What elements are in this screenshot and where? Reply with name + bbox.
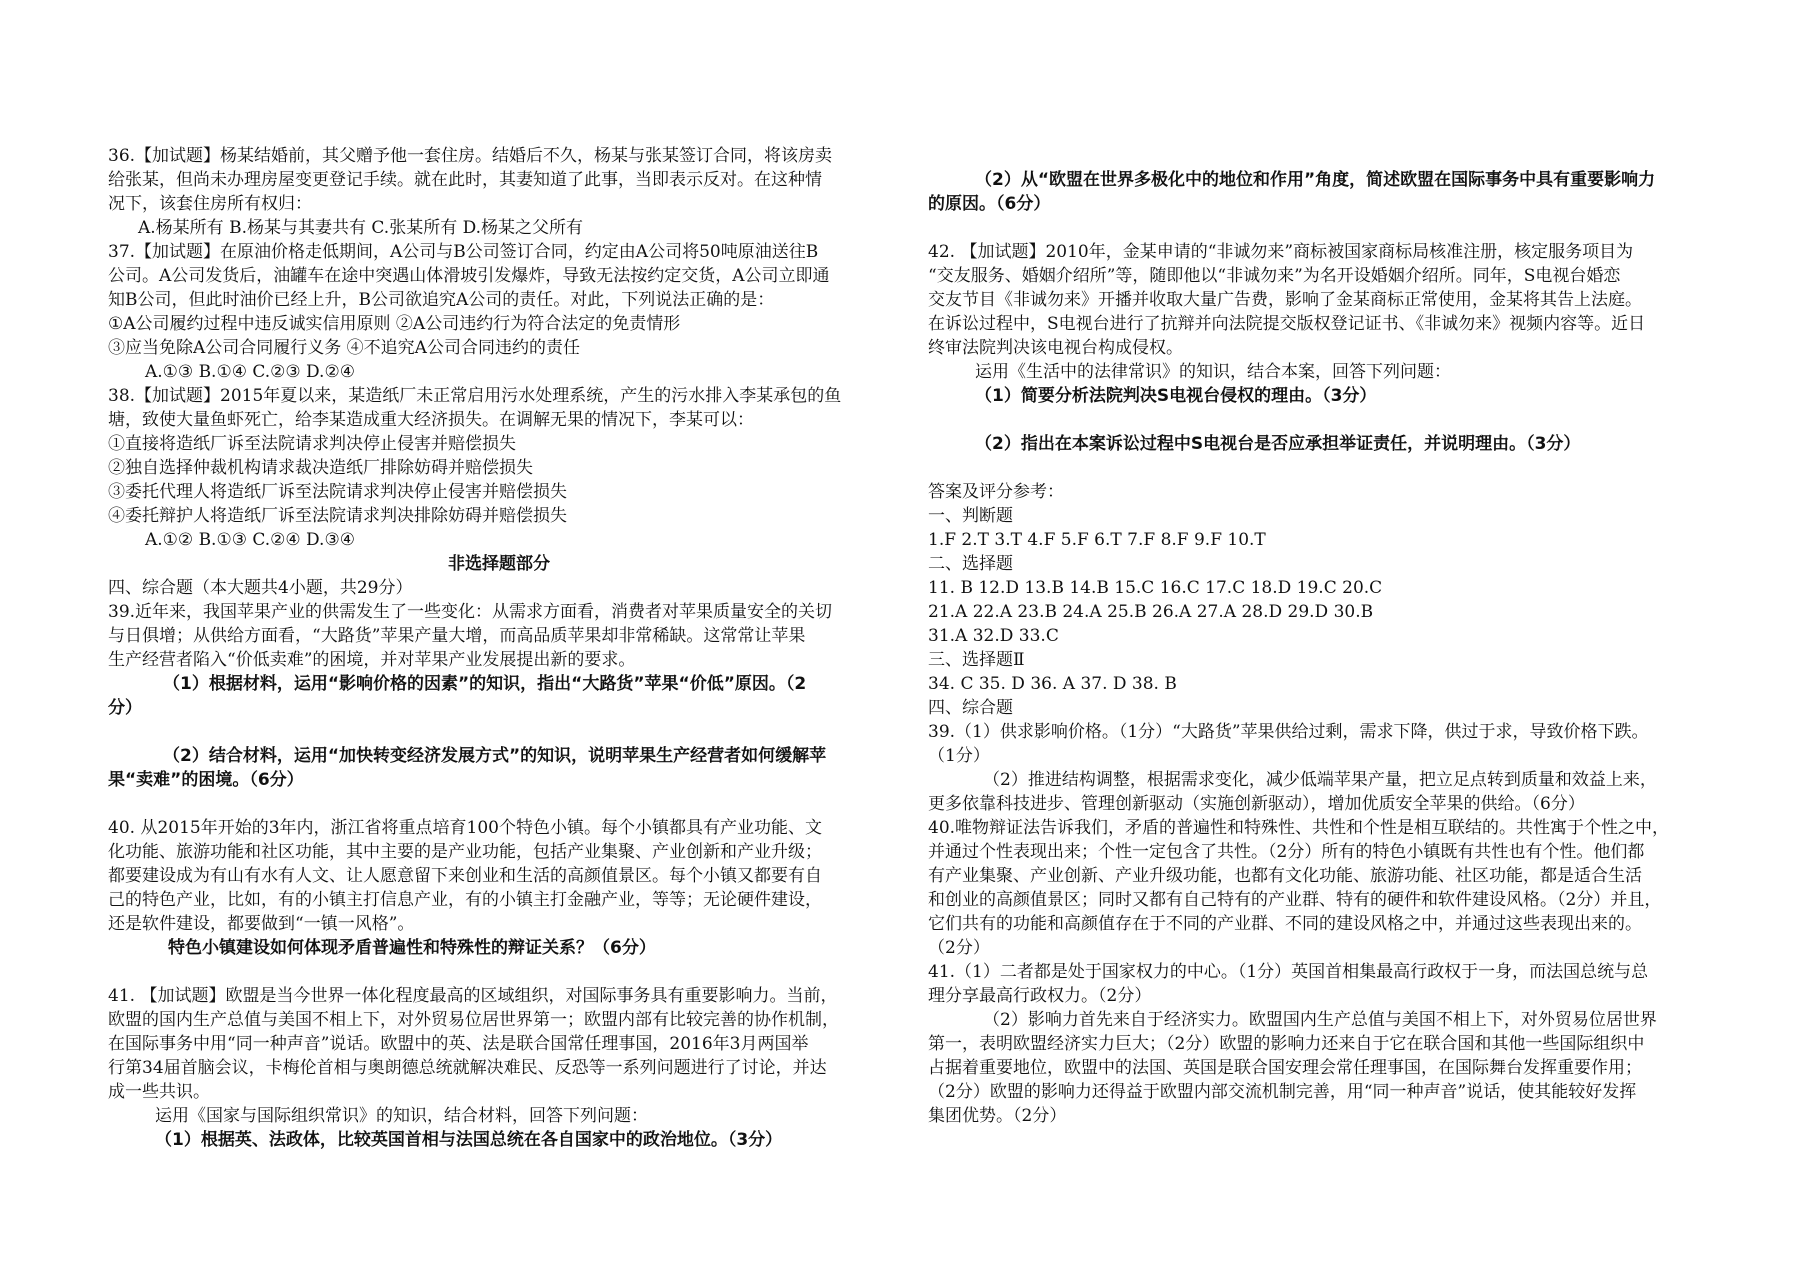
text-line: 41.（1）二者都是处于国家权力的中心。（1分）英国首相集最高行政权于一身，而法国总统与总	[928, 962, 1649, 982]
text-line: 运用《生活中的法律常识》的知识，结合本案，回答下列问题：	[975, 362, 1451, 382]
text-line: ①直接将造纸厂诉至法院请求判决停止侵害并赔偿损失	[108, 434, 516, 454]
text-line: 36.【加试题】杨某结婚前，其父赠予他一套住房。结婚后不久，杨某与张某签订合同，将该房卖	[108, 146, 833, 166]
question-prompt: （2）从“欧盟在世界多极化中的地位和作用”角度，简述欧盟在国际事务中具有重要影响力	[975, 170, 1656, 190]
text-line: 知B公司，但此时油价已经上升，B公司欲追究A公司的责任。对此，下列说法正确的是：	[108, 290, 775, 310]
text-line: 还是软件建设，都要做到“一镇一风格”。	[108, 914, 415, 934]
text-line: 运用《国家与国际组织常识》的知识，结合材料，回答下列问题：	[155, 1106, 648, 1126]
text-line: 更多依靠科技进步、管理创新驱动（实施创新驱动），增加优质安全苹果的供给。（6分）	[928, 794, 1585, 814]
text-line: 二、选择题	[928, 554, 1013, 574]
text-line: 第一，表明欧盟经济实力巨大；（2分）欧盟的影响力还来自于它在联合国和其他一些国际组织中	[928, 1034, 1645, 1054]
text-line: 生产经营者陷入“价低卖难”的困境，并对苹果产业发展提出新的要求。	[108, 650, 636, 670]
answer-heading: 答案及评分参考：	[928, 482, 1064, 502]
question-prompt: （1）根据材料，运用“影响价格的因素”的知识，指出“大路货”苹果“价低”原因。（2	[163, 674, 807, 694]
question-prompt: 的原因。（6分）	[928, 194, 1051, 214]
text-line: 集团优势。（2分）	[928, 1106, 1067, 1126]
text-line: 都要建设成为有山有水有人文、让人愿意留下来创业和生活的高颜值景区。每个小镇又都要有自	[108, 866, 822, 886]
text-line: 化功能、旅游功能和社区功能，其中主要的是产业功能，包括产业集聚、产业创新和产业升级；	[108, 842, 822, 862]
text-line: 31.A 32.D 33.C	[928, 626, 1059, 646]
text-line: 37.【加试题】在原油价格走低期间，A公司与B公司签订合同，约定由A公司将50吨原油送往B	[108, 242, 819, 262]
text-line: 四、综合题	[928, 698, 1013, 718]
text-line: 并通过个性表现出来；个性一定包含了共性。（2分）所有的特色小镇既有共性也有个性。他们都	[928, 842, 1645, 862]
text-line: 它们共有的功能和高颜值存在于不同的产业群、不同的建设风格之中，并通过这些表现出来的。	[928, 914, 1642, 934]
text-line: （2分）欧盟的影响力还得益于欧盟内部交流机制完善，用“同一种声音”说话，使其能较好发挥	[928, 1082, 1637, 1102]
text-line: ①A公司履约过程中违反诚实信用原则 ②A公司违约行为符合法定的免责情形	[108, 314, 681, 334]
text-line: “交友服务、婚姻介绍所”等，随即他以“非诚勿来”为名开设婚姻介绍所。同年，S电视台婚恋	[928, 266, 1621, 286]
text-line: 塘，致使大量鱼虾死亡，给李某造成重大经济损失。在调解无果的情况下，李某可以：	[108, 410, 754, 430]
question-prompt: （2）指出在本案诉讼过程中S电视台是否应承担举证责任，并说明理由。（3分）	[975, 434, 1581, 454]
text-line: A.①② B.①③ C.②④ D.③④	[145, 530, 355, 550]
text-line: （1分）	[928, 746, 990, 766]
text-line: 在诉讼过程中，S电视台进行了抗辩并向法院提交版权登记证书、《非诚勿来》视频内容等。近日	[928, 314, 1646, 334]
text-line: 给张某，但尚未办理房屋变更登记手续。就在此时，其妻知道了此事，当即表示反对。在这种情	[108, 170, 822, 190]
text-line: ③应当免除A公司合同履行义务 ④不追究A公司合同违约的责任	[108, 338, 580, 358]
text-line: 理分享最高行政权力。（2分）	[928, 986, 1152, 1006]
text-line: 38.【加试题】2015年夏以来，某造纸厂未正常启用污水处理系统，产生的污水排入李某承包的鱼	[108, 386, 842, 406]
text-line: 三、选择题Ⅱ	[928, 650, 1025, 670]
text-line: 41. 【加试题】欧盟是当今世界一体化程度最高的区域组织，对国际事务具有重要影响力。当前，	[108, 986, 838, 1006]
text-line: 和创业的高颜值景区；同时又都有自己特有的产业群、特有的硬件和软件建设风格。（2分）并且，	[928, 890, 1662, 910]
text-line: 40.唯物辩证法告诉我们，矛盾的普遍性和特殊性、共性和个性是相互联结的。共性寓于个性之中，	[928, 818, 1670, 838]
text-line: ④委托辩护人将造纸厂诉至法院请求判决排除妨碍并赔偿损失	[108, 506, 567, 526]
text-line: 39.（1）供求影响价格。（1分）“大路货”苹果供给过剩，需求下降，供过于求，导致价格下跌。	[928, 722, 1649, 742]
text-line: 1.F 2.T 3.T 4.F 5.F 6.T 7.F 8.F 9.F 10.T	[928, 530, 1266, 550]
text-line: 一、判断题	[928, 506, 1013, 526]
text-line: ③委托代理人将造纸厂诉至法院请求判决停止侵害并赔偿损失	[108, 482, 567, 502]
text-line: 欧盟的国内生产总值与美国不相上下，对外贸易位居世界第一；欧盟内部有比较完善的协作机制，	[108, 1010, 839, 1030]
text-line: 成一些共识。	[108, 1082, 210, 1102]
text-line: 在国际事务中用“同一种声音”说话。欧盟中的英、法是联合国常任理事国，2016年3月两国举	[108, 1034, 809, 1054]
question-prompt: （2）结合材料，运用“加快转变经济发展方式”的知识，说明苹果生产经营者如何缓解苹	[163, 746, 827, 766]
text-line: 21.A 22.A 23.B 24.A 25.B 26.A 27.A 28.D 29.D 30.B	[928, 602, 1374, 622]
text-line: 况下，该套住房所有权归：	[108, 194, 312, 214]
text-line: （2分）	[928, 938, 990, 958]
text-line: 交友节目《非诚勿来》开播并收取大量广告费，影响了金某商标正常使用，金某将其告上法庭。	[928, 290, 1642, 310]
text-line: 40. 从2015年开始的3年内，浙江省将重点培育100个特色小镇。每个小镇都具有产业功能、文	[108, 818, 822, 838]
question-prompt: 特色小镇建设如何体现矛盾普遍性和特殊性的辩证关系？（6分）	[168, 938, 656, 958]
text-line: 行第34届首脑会议，卡梅伦首相与奥朗德总统就解决难民、反恐等一系列问题进行了讨论，并达	[108, 1058, 827, 1078]
text-line: 己的特色产业，比如，有的小镇主打信息产业，有的小镇主打金融产业，等等；无论硬件建设，	[108, 890, 822, 910]
question-prompt: 分）	[108, 698, 142, 718]
question-prompt: （1）根据英、法政体，比较英国首相与法国总统在各自国家中的政治地位。（3分）	[155, 1130, 783, 1150]
section-heading: 非选择题部分	[448, 554, 550, 574]
text-line: 42. 【加试题】2010年，金某申请的“非诚勿来”商标被国家商标局核准注册，核定服务项目为	[928, 242, 1634, 262]
text-line: （2）推进结构调整，根据需求变化，减少低端苹果产量，把立足点转到质量和效益上来，	[983, 770, 1657, 790]
text-line: ②独自选择仲裁机构请求裁决造纸厂排除妨碍并赔偿损失	[108, 458, 533, 478]
text-line: 公司。A公司发货后，油罐车在途中突遇山体滑坡引发爆炸，导致无法按约定交货，A公司立即通	[108, 266, 830, 286]
text-line: 占据着重要地位，欧盟中的法国、英国是联合国安理会常任理事国，在国际舞台发挥重要作用；	[928, 1058, 1642, 1078]
text-line: 终审法院判决该电视台构成侵权。	[928, 338, 1183, 358]
text-line: 与日俱增；从供给方面看，“大路货”苹果产量大增，而高品质苹果却非常稀缺。这常常让苹果	[108, 626, 806, 646]
question-prompt: （1）简要分析法院判决S电视台侵权的理由。（3分）	[975, 386, 1377, 406]
text-line: 34. C 35. D 36. A 37. D 38. B	[928, 674, 1177, 694]
text-line: 11. B 12.D 13.B 14.B 15.C 16.C 17.C 18.D 19.C 20.C	[928, 578, 1383, 598]
text-line: A.①③ B.①④ C.②③ D.②④	[145, 362, 355, 382]
text-line: 有产业集聚、产业创新、产业升级功能，也都有文化功能、旅游功能、社区功能，都是适合生活	[928, 866, 1642, 886]
question-prompt: 果“卖难”的困境。（6分）	[108, 770, 304, 790]
text-line: 四、综合题（本大题共4小题，共29分）	[108, 578, 413, 598]
text-line: （2）影响力首先来自于经济实力。欧盟国内生产总值与美国不相上下，对外贸易位居世界	[983, 1010, 1657, 1030]
text-line: 39.近年来，我国苹果产业的供需发生了一些变化：从需求方面看，消费者对苹果质量安全的关切	[108, 602, 833, 622]
text-line: A.杨某所有 B.杨某与其妻共有 C.张某所有 D.杨某之父所有	[138, 218, 584, 238]
